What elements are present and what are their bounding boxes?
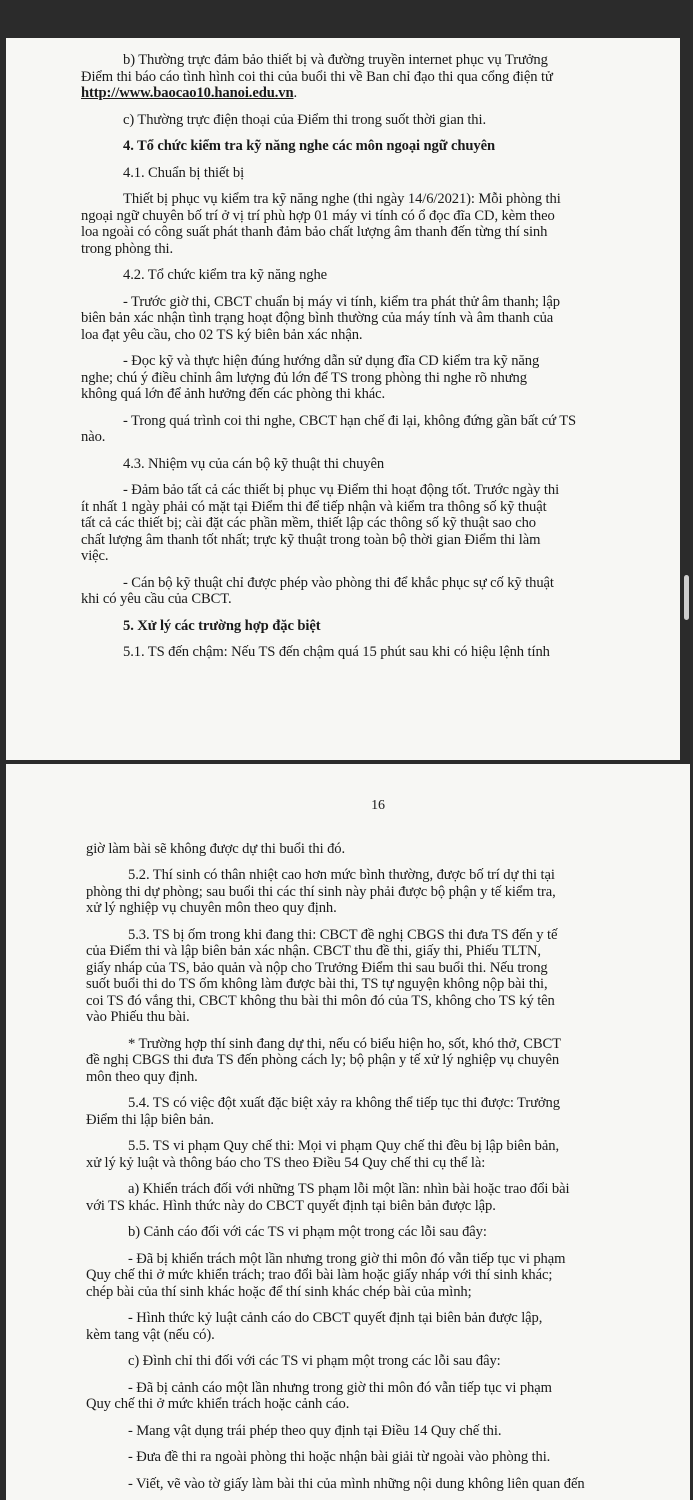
paragraph-line: * Trường hợp thí sinh đang dự thi, nếu có biểu hiện ho, sốt, khó thở, CBCT (128, 1035, 561, 1052)
paragraph-line: - Mang vật dụng trái phép theo quy định tại Điều 14 Quy chế thi. (128, 1422, 502, 1439)
paragraph-line: ít nhất 1 ngày phải có mặt tại Điểm thi để tiếp nhận và kiểm tra thông số kỹ thuật (81, 498, 547, 515)
paragraph-line: ngoại ngữ chuyên bố trí ở vị trí phù hợp 01 máy vi tính có ổ đọc đĩa CD, kèm theo (81, 207, 555, 224)
paragraph-line: với TS khác. Hình thức này do CBCT quyết định tại biên bản được lập. (86, 1197, 496, 1214)
paragraph-line: Điểm thi lập biên bản. (86, 1111, 214, 1128)
paragraph-line: coi TS đó vắng thi, CBCT không thu bài thi môn đó của TS, không cho TS ký tên (86, 992, 555, 1009)
paragraph-line: - Cán bộ kỹ thuật chỉ được phép vào phòng thi để khắc phục sự cố kỹ thuật (123, 574, 554, 591)
paragraph-line: việc. (81, 548, 109, 564)
document-page-bottom (6, 764, 690, 1500)
paragraph-line: - Đã bị khiển trách một lần nhưng trong giờ thi môn đó vẫn tiếp tục vi phạm (128, 1250, 566, 1267)
paragraph-line: Điểm thi báo cáo tình hình coi thi của buổi thi về Ban chỉ đạo thi qua cổng điện tử (81, 68, 553, 85)
section-heading: 4. Tổ chức kiểm tra kỹ năng nghe các môn ngoại ngữ chuyên (123, 138, 495, 154)
paragraph-line: Quy chế thi ở mức khiển trách; trao đổi bài làm hoặc giấy nháp với thí sinh khác; (86, 1267, 553, 1283)
paragraph-line: kèm tang vật (nếu có). (86, 1326, 215, 1343)
paragraph-line: Thiết bị phục vụ kiểm tra kỹ năng nghe (thi ngày 14/6/2021): Mỗi phòng thi (123, 191, 561, 207)
paragraph-line: xử lý nghiệp vụ chuyên môn theo quy định. (86, 900, 337, 916)
paragraph-line: phòng thi dự phòng; sau buổi thi các thí sinh này phải được bộ phận y tế kiểm tra, (86, 883, 556, 900)
paragraph-line: chép bài của thí sinh khác hoặc để thí sinh khác chép bài của mình; (86, 1283, 472, 1300)
paragraph-line: 5.5. TS vi phạm Quy chế thi: Mọi vi phạm Quy chế thi đều bị lập biên bản, (128, 1138, 559, 1154)
paragraph-line: 5.1. TS đến chậm: Nếu TS đến chậm quá 15 phút sau khi có hiệu lệnh tính (123, 644, 550, 660)
paragraph-line: 5.3. TS bị ốm trong khi đang thi: CBCT đề nghị CBGS thi đưa TS đến y tế (128, 926, 558, 943)
link-suffix: . (293, 85, 298, 101)
paragraph-line: không quá lớn để ảnh hưởng đến các phòng thi khác. (81, 386, 386, 402)
paragraph-line: đề nghị CBGS thi đưa TS đến phòng cách ly; bộ phận y tế xử lý nghiệp vụ chuyên (86, 1052, 560, 1068)
paragraph-line: loa đạt yêu cầu, cho 02 TS ký biên bản xác nhận. (81, 326, 363, 343)
paragraph-line: 5.2. Thí sinh có thân nhiệt cao hơn mức bình thường, được bố trí dự thi tại (128, 867, 555, 883)
paragraph-line: suốt buổi thi do TS ốm không làm được bài thi, TS tự nguyện không nộp bài thi, (86, 976, 548, 992)
paragraph-line: nghe; chú ý điều chỉnh âm lượng đủ lớn để TS trong phòng thi nghe rõ nhưng (81, 369, 527, 386)
paragraph-line: Quy chế thi ở mức khiển trách hoặc cảnh cáo. (86, 1396, 350, 1412)
paragraph-line: - Trong quá trình coi thi nghe, CBCT hạn chế đi lại, không đứng gần bất cứ TS (123, 412, 577, 429)
paragraph-line: c) Thường trực điện thoại của Điểm thi trong suốt thời gian thi. (123, 111, 487, 128)
paragraph-line: xử lý kỷ luật và thông báo cho TS theo Điều 54 Quy chế thi cụ thể là: (86, 1154, 486, 1171)
paragraph-line: môn theo quy định. (86, 1068, 198, 1085)
paragraph-line: - Đưa đề thi ra ngoài phòng thi hoặc nhận bài giải từ ngoài vào phòng thi. (128, 1449, 551, 1465)
paragraph-line: - Đảm bảo tất cả các thiết bị phục vụ Điểm thi hoạt động tốt. Trước ngày thi (123, 482, 560, 498)
paragraph-line: 4.2. Tổ chức kiểm tra kỹ năng nghe (123, 267, 328, 283)
paragraph-line: giờ làm bài sẽ không được dự thi buổi thi đó. (86, 840, 346, 857)
paragraph-line: - Hình thức kỷ luật cảnh cáo do CBCT quyết định tại biên bản được lập, (128, 1310, 543, 1326)
paragraph-line: 4.1. Chuẩn bị thiết bị (123, 164, 245, 181)
paragraph-line: khi có yêu cầu của CBCT. (81, 591, 232, 607)
paragraph-line: trong phòng thi. (81, 240, 174, 257)
paragraph-line: - Trước giờ thi, CBCT chuẩn bị máy vi tính, kiểm tra phát thử âm thanh; lập (123, 293, 560, 310)
paragraph-line: c) Đình chỉ thi đối với các TS vi phạm một trong các lỗi sau đây: (128, 1353, 501, 1369)
paragraph-line: - Viết, vẽ vào tờ giấy làm bài thi của mình những nội dung không liên quan đến (128, 1475, 585, 1492)
document-page-top (6, 38, 680, 760)
paragraph-line: vào Phiếu thu bài. (86, 1009, 190, 1025)
paragraph-line: chất lượng âm thanh tốt nhất; trực kỹ thuật trong toàn bộ thời gian Điểm thi làm (81, 531, 541, 548)
link-line (81, 85, 656, 102)
paragraph-line: b) Cảnh cáo đối với các TS vi phạm một trong các lỗi sau đây: (128, 1224, 487, 1240)
paragraph-line: - Đã bị cảnh cáo một lần nhưng trong giờ thi môn đó vẫn tiếp tục vi phạm (128, 1379, 552, 1396)
paragraph-line: của Điểm thi và lập biên bản xác nhận. CBCT thu đề thi, giấy thi, Phiếu TLTN, (86, 943, 541, 959)
paragraph-line: loa ngoài có công suất phát thanh đảm bảo chất lượng âm thanh đến từng thí sinh (81, 224, 548, 240)
paragraph-line: tất cả các thiết bị; cài đặt các phần mềm, thiết lập các thông số kỹ thuật sao cho (81, 515, 536, 531)
paragraph-line: nào. (81, 429, 106, 445)
paragraph-line: 4.3. Nhiệm vụ của cán bộ kỹ thuật thi chuyên (123, 455, 385, 472)
page-number: 16 (371, 798, 385, 813)
report-portal-link[interactable]: http://www.baocao10.hanoi.edu.vn (81, 85, 294, 101)
paragraph-line: giấy nháp của TS, bảo quản và nộp cho Trưởng Điểm thi sau buổi thi. Nếu trong (86, 959, 548, 976)
paragraph-line: biên bản xác nhận tình trạng hoạt động bình thường của máy tính và âm thanh của (81, 310, 554, 326)
paragraph-line: 5.4. TS có việc đột xuất đặc biệt xảy ra không thể tiếp tục thi được: Trưởng (128, 1095, 560, 1111)
paragraph-line: b) Thường trực đảm bảo thiết bị và đường truyền internet phục vụ Trưởng (123, 52, 548, 68)
paragraph-line: a) Khiển trách đối với những TS phạm lỗi một lần: nhìn bài hoặc trao đổi bài (128, 1181, 570, 1197)
section-heading: 5. Xử lý các trường hợp đặc biệt (123, 617, 321, 634)
paragraph-line: - Đọc kỹ và thực hiện đúng hướng dẫn sử dụng đĩa CD kiểm tra kỹ năng (123, 353, 540, 369)
scrollbar-thumb[interactable] (684, 575, 689, 620)
